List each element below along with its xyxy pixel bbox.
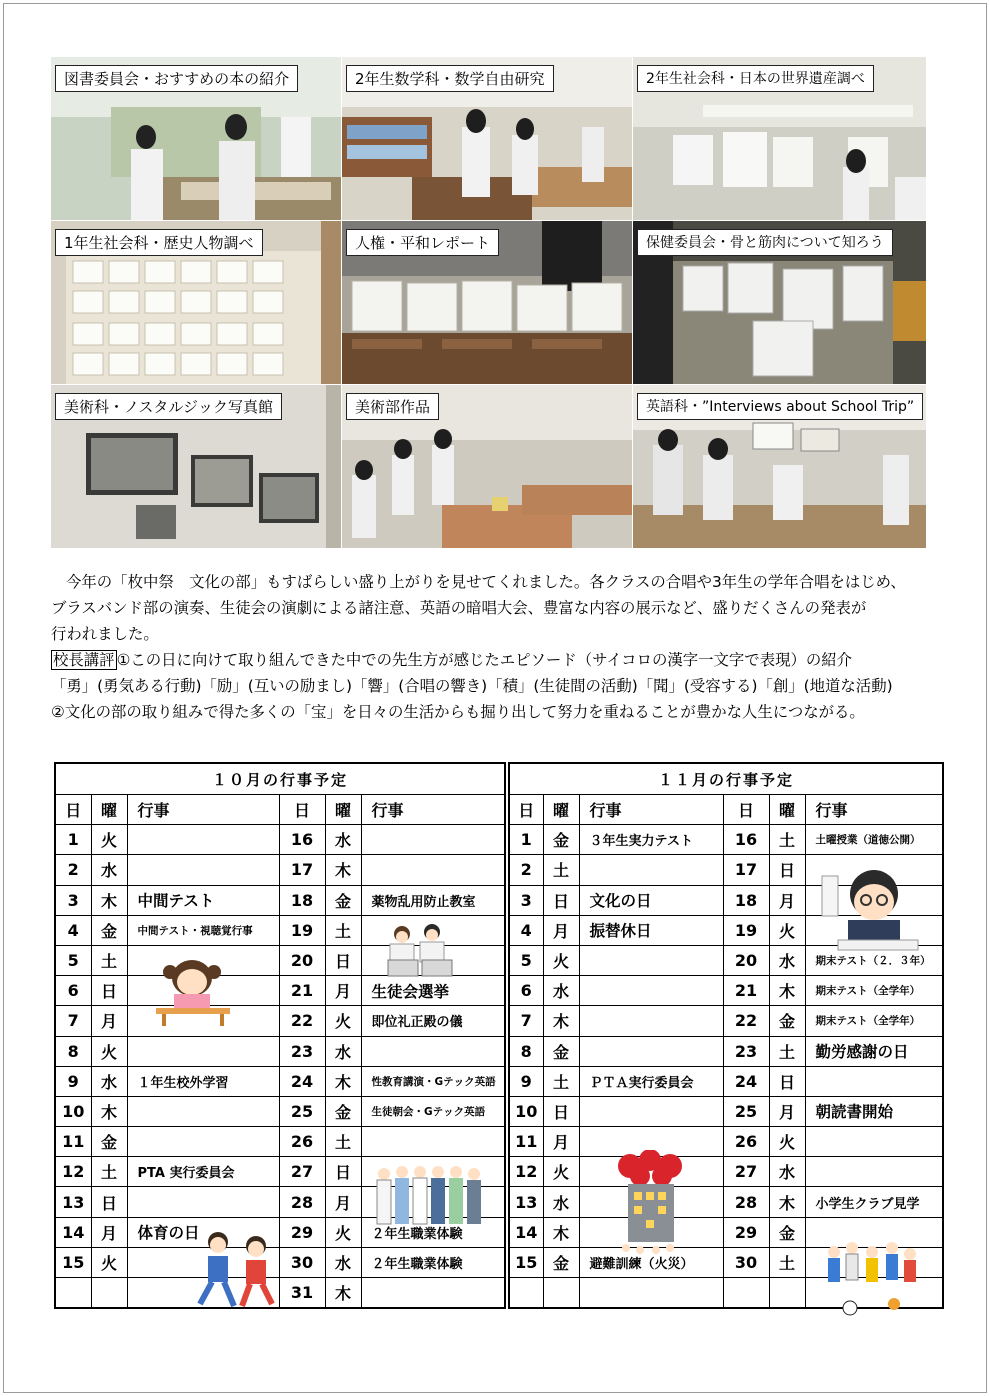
event-cell: 土曜授業（道徳公開） [805, 825, 943, 855]
day-cell: 10 [55, 1096, 91, 1126]
schedule-row [55, 976, 505, 1006]
day-cell: 26 [723, 1127, 769, 1157]
day-cell: 19 [723, 915, 769, 945]
weekday-cell: 火 [91, 1247, 127, 1277]
boy-studying-illustration [818, 866, 926, 958]
weekday-cell: 日 [543, 1096, 579, 1126]
day-cell: 7 [509, 1006, 543, 1036]
day-cell: 4 [55, 915, 91, 945]
event-cell: 振替休日 [579, 915, 723, 945]
schedule-row [509, 1006, 943, 1036]
weekday-cell: 日 [769, 1066, 805, 1096]
day-cell: 10 [509, 1096, 543, 1126]
event-cell: 小学生クラブ見学 [805, 1187, 943, 1217]
report-line: ブラスバンド部の演奏、生徒会の演劇による諸注意、英語の暗唱大会、豊富な内容の展示など、盛りだくさんの発表が [51, 599, 867, 617]
event-cell [579, 945, 723, 975]
photo-caption: 図書委員会・おすすめの本の紹介 [55, 65, 298, 92]
event-cell [127, 1036, 279, 1066]
photo-caption: 美術科・ノスタルジック写真館 [55, 393, 282, 420]
day-cell: 15 [55, 1247, 91, 1277]
weekday-cell: 木 [91, 885, 127, 915]
header-weekday: 曜 [91, 795, 127, 825]
weekday-cell: 土 [91, 1157, 127, 1187]
day-cell: 18 [723, 885, 769, 915]
weekday-cell: 火 [325, 1006, 361, 1036]
report-line: ②文化の部の取り組みで得た多くの「宝」を日々の生活からも掘り出して努力を重ねることが豊かな人生につながる。 [51, 703, 865, 721]
report-line: ①この日に向けて取り組んできた中での先生方が感じたエピソード（サイコロの漢字一文字で表現）の紹介 [116, 651, 853, 669]
event-cell: 文化の日 [579, 885, 723, 915]
day-cell: 4 [509, 915, 543, 945]
photo-library-committee [51, 57, 341, 220]
day-cell: 15 [509, 1247, 543, 1277]
fire-building-illustration [612, 1150, 690, 1260]
event-cell [127, 1127, 279, 1157]
day-cell: 9 [55, 1066, 91, 1096]
weekday-cell: 火 [325, 1217, 361, 1247]
weekday-cell: 木 [769, 1187, 805, 1217]
event-cell: 生徒朝会・Gテック英語 [361, 1096, 505, 1126]
event-cell [127, 1096, 279, 1126]
weekday-cell: 月 [769, 1096, 805, 1126]
event-cell: ＰＴＡ実行委員会 [579, 1066, 723, 1096]
event-cell [361, 1278, 505, 1309]
photo-caption: 美術部作品 [346, 393, 439, 420]
schedule-row [55, 855, 505, 885]
weekday-cell: 金 [769, 1217, 805, 1247]
event-cell: 体育の日 [127, 1217, 279, 1247]
day-cell: 2 [509, 855, 543, 885]
header-weekday: 曜 [769, 795, 805, 825]
day-cell: 5 [509, 945, 543, 975]
day-cell: 8 [55, 1036, 91, 1066]
day-cell: 11 [55, 1127, 91, 1157]
schedule-row [509, 825, 943, 855]
event-cell: 即位礼正殿の儀 [361, 1006, 505, 1036]
weekday-cell: 水 [543, 1187, 579, 1217]
schedule-row [509, 1036, 943, 1066]
day-cell: 12 [509, 1157, 543, 1187]
weekday-cell: 木 [769, 976, 805, 1006]
photo-caption: 2年生社会科・日本の世界遺産調べ [637, 65, 874, 92]
weekday-cell: 月 [543, 915, 579, 945]
photo-world-heritage [633, 57, 926, 220]
day-cell: 27 [279, 1157, 325, 1187]
weekday-cell: 火 [543, 945, 579, 975]
photo-caption: 保健委員会・骨と筋肉について知ろう [637, 229, 893, 256]
day-cell: 25 [279, 1096, 325, 1126]
weekday-cell: 月 [91, 1217, 127, 1247]
photo-math-research [342, 57, 632, 220]
day-cell: 17 [723, 855, 769, 885]
day-cell: 22 [279, 1006, 325, 1036]
header-event: 行事 [127, 795, 279, 825]
photo-caption: 人権・平和レポート [346, 229, 499, 256]
day-cell: 5 [55, 945, 91, 975]
weekday-cell: 日 [325, 1157, 361, 1187]
weekday-cell: 木 [543, 1006, 579, 1036]
day-cell: 29 [279, 1217, 325, 1247]
weekday-cell: 月 [325, 1187, 361, 1217]
header-weekday: 曜 [543, 795, 579, 825]
schedule-row [55, 885, 505, 915]
day-cell: 21 [279, 976, 325, 1006]
weekday-cell: 金 [325, 885, 361, 915]
day-cell: 17 [279, 855, 325, 885]
header-day: 日 [55, 795, 91, 825]
weekday-cell: 日 [543, 885, 579, 915]
event-cell: 勤労感謝の日 [805, 1036, 943, 1066]
weekday-cell: 木 [325, 855, 361, 885]
photo-health-committee [633, 221, 926, 384]
event-cell [127, 855, 279, 885]
day-cell: 3 [509, 885, 543, 915]
weekday-cell: 木 [543, 1217, 579, 1247]
weekday-cell: 月 [769, 885, 805, 915]
event-cell: 避難訓練（火災） [579, 1247, 723, 1277]
day-cell: 3 [55, 885, 91, 915]
weekday-cell: 火 [769, 1127, 805, 1157]
event-cell [805, 1157, 943, 1187]
weekday-cell: 火 [769, 915, 805, 945]
header-event: 行事 [805, 795, 943, 825]
weekday-cell: 水 [325, 1036, 361, 1066]
schedule-row [509, 1066, 943, 1096]
event-cell [361, 855, 505, 885]
day-cell: 22 [723, 1006, 769, 1036]
day-cell: 20 [723, 945, 769, 975]
weekday-cell: 水 [91, 855, 127, 885]
weekday-cell: 日 [325, 945, 361, 975]
club-activities-illustration [820, 1236, 922, 1320]
event-cell: ２年生職業体験 [361, 1247, 505, 1277]
weekday-cell: 土 [543, 1066, 579, 1096]
event-cell [579, 1278, 723, 1309]
photo-caption: 1年生社会科・歴史人物調べ [55, 229, 263, 256]
weekday-cell: 水 [91, 1066, 127, 1096]
schedule-row [55, 1096, 505, 1126]
day-cell: 9 [509, 1066, 543, 1096]
event-cell: 期末テスト（全学年） [805, 976, 943, 1006]
schedule-row [509, 1096, 943, 1126]
schedule-row [55, 1127, 505, 1157]
day-cell: 24 [279, 1066, 325, 1096]
principal-comment [51, 647, 951, 673]
studying-girl-illustration [152, 952, 234, 1028]
header-day: 日 [509, 795, 543, 825]
election-students-illustration [380, 922, 460, 980]
schedule-row [509, 1187, 943, 1217]
weekday-cell: 土 [325, 915, 361, 945]
weekday-cell [543, 1278, 579, 1309]
weekday-cell: 水 [325, 1247, 361, 1277]
event-cell: ３年生実力テスト [579, 825, 723, 855]
event-cell [579, 855, 723, 885]
day-cell: 14 [509, 1217, 543, 1247]
photo-caption: 2年生数学科・数学自由研究 [346, 65, 554, 92]
day-cell: 23 [279, 1036, 325, 1066]
report-line: 行われました。 [51, 625, 159, 643]
day-cell: 23 [723, 1036, 769, 1066]
event-cell [127, 1187, 279, 1217]
day-cell: 24 [723, 1066, 769, 1096]
day-cell: 13 [55, 1187, 91, 1217]
header-day: 日 [279, 795, 325, 825]
event-cell [127, 825, 279, 855]
schedule-row [509, 1127, 943, 1157]
photo-art-club-works [342, 385, 632, 548]
weekday-cell: 金 [325, 1096, 361, 1126]
schedule-row [509, 1157, 943, 1187]
day-cell [509, 1278, 543, 1309]
header-event: 行事 [361, 795, 505, 825]
header-weekday: 曜 [325, 795, 361, 825]
report-line: 「勇」(勇気ある行動)「励」(互いの励まし)「響」(合唱の響き)「積」(生徒間の活動)「聞」(受容する)「創」(地道な活動) [51, 677, 893, 695]
weekday-cell: 火 [91, 825, 127, 855]
weekday-cell: 金 [91, 1127, 127, 1157]
schedule-row [55, 1036, 505, 1066]
schedule-row [55, 825, 505, 855]
day-cell: 13 [509, 1187, 543, 1217]
photo-history-figures [51, 221, 341, 384]
event-cell: 期末テスト（全学年） [805, 1006, 943, 1036]
photo-human-rights [342, 221, 632, 384]
event-cell: 薬物乱用防止教室 [361, 885, 505, 915]
day-cell: 20 [279, 945, 325, 975]
weekday-cell: 土 [769, 1036, 805, 1066]
event-cell: 中間テスト・視聴覚行事 [127, 915, 279, 945]
weekday-cell: 土 [769, 1247, 805, 1277]
event-cell: 生徒会選挙 [361, 976, 505, 1006]
photo-english-interviews [633, 385, 926, 548]
day-cell: 19 [279, 915, 325, 945]
day-cell: 28 [723, 1187, 769, 1217]
event-cell [579, 1006, 723, 1036]
day-cell: 26 [279, 1127, 325, 1157]
day-cell: 29 [723, 1217, 769, 1247]
day-cell: 27 [723, 1157, 769, 1187]
weekday-cell: 金 [543, 825, 579, 855]
weekday-cell: 土 [325, 1127, 361, 1157]
day-cell: 11 [509, 1127, 543, 1157]
event-cell [805, 1127, 943, 1157]
event-cell: 朝読書開始 [805, 1096, 943, 1126]
principal-label: 校長講評 [53, 651, 115, 669]
event-cell: 中間テスト [127, 885, 279, 915]
day-cell: 7 [55, 1006, 91, 1036]
day-cell: 8 [509, 1036, 543, 1066]
report-line: 今年の「枚中祭 文化の部」もすばらしい盛り上がりを見せてくれました。各クラスの合唱や3年生の学年合唱をはじめ、 [66, 573, 906, 591]
day-cell: 16 [723, 825, 769, 855]
photo-caption: 英語科・”Interviews about School Trip” [637, 393, 923, 420]
day-cell: 6 [55, 976, 91, 1006]
festival-report [51, 569, 951, 725]
weekday-cell: 木 [91, 1096, 127, 1126]
day-cell: 12 [55, 1157, 91, 1187]
day-cell [723, 1278, 769, 1309]
weekday-cell: 金 [543, 1247, 579, 1277]
day-cell: 1 [55, 825, 91, 855]
weekday-cell: 日 [91, 1187, 127, 1217]
event-cell [579, 1036, 723, 1066]
weekday-cell: 月 [91, 1006, 127, 1036]
event-cell: 期末テスト（２．３年） [805, 945, 943, 975]
day-cell: 21 [723, 976, 769, 1006]
day-cell: 31 [279, 1278, 325, 1309]
event-cell [805, 1066, 943, 1096]
weekday-cell: 金 [543, 1036, 579, 1066]
weekday-cell: 金 [91, 915, 127, 945]
event-cell [361, 825, 505, 855]
weekday-cell [91, 1278, 127, 1309]
weekday-cell: 日 [91, 976, 127, 1006]
weekday-cell: 金 [769, 1006, 805, 1036]
weekday-cell: 月 [325, 976, 361, 1006]
day-cell: 16 [279, 825, 325, 855]
header-event: 行事 [579, 795, 723, 825]
weekday-cell: 土 [543, 855, 579, 885]
october-title: １０月の行事予定 [55, 763, 505, 795]
schedule-row [509, 976, 943, 1006]
november-title: １１月の行事予定 [509, 763, 943, 795]
weekday-cell: 火 [543, 1157, 579, 1187]
weekday-cell [769, 1278, 805, 1309]
schedule-row [55, 1066, 505, 1096]
weekday-cell: 木 [325, 1278, 361, 1309]
event-cell [579, 976, 723, 1006]
weekday-cell: 水 [325, 825, 361, 855]
event-cell: １年生校外学習 [127, 1066, 279, 1096]
day-cell: 1 [509, 825, 543, 855]
event-cell: 性教育講演・Gテック英語 [361, 1066, 505, 1096]
weekday-cell: 木 [325, 1066, 361, 1096]
event-cell: PTA 実行委員会 [127, 1157, 279, 1187]
day-cell [55, 1278, 91, 1309]
weekday-cell: 水 [543, 976, 579, 1006]
weekday-cell: 火 [91, 1036, 127, 1066]
weekday-cell: 日 [769, 855, 805, 885]
event-cell: ２年生職業体験 [361, 1217, 505, 1247]
header-day: 日 [723, 795, 769, 825]
workers-illustration [372, 1160, 490, 1230]
weekday-cell: 月 [543, 1127, 579, 1157]
event-cell [361, 1127, 505, 1157]
november-schedule-table [508, 762, 944, 1309]
schedule-row [55, 1006, 505, 1036]
day-cell: 30 [723, 1247, 769, 1277]
weekday-cell: 水 [769, 1157, 805, 1187]
event-cell [579, 1096, 723, 1126]
day-cell: 28 [279, 1187, 325, 1217]
photo-nostalgic-gallery [51, 385, 341, 548]
day-cell: 30 [279, 1247, 325, 1277]
day-cell: 18 [279, 885, 325, 915]
weekday-cell: 水 [769, 945, 805, 975]
day-cell: 25 [723, 1096, 769, 1126]
day-cell: 2 [55, 855, 91, 885]
day-cell: 6 [509, 976, 543, 1006]
event-cell [361, 1036, 505, 1066]
day-cell: 14 [55, 1217, 91, 1247]
weekday-cell: 土 [91, 945, 127, 975]
weekday-cell: 土 [769, 825, 805, 855]
running-kids-illustration [190, 1228, 282, 1312]
